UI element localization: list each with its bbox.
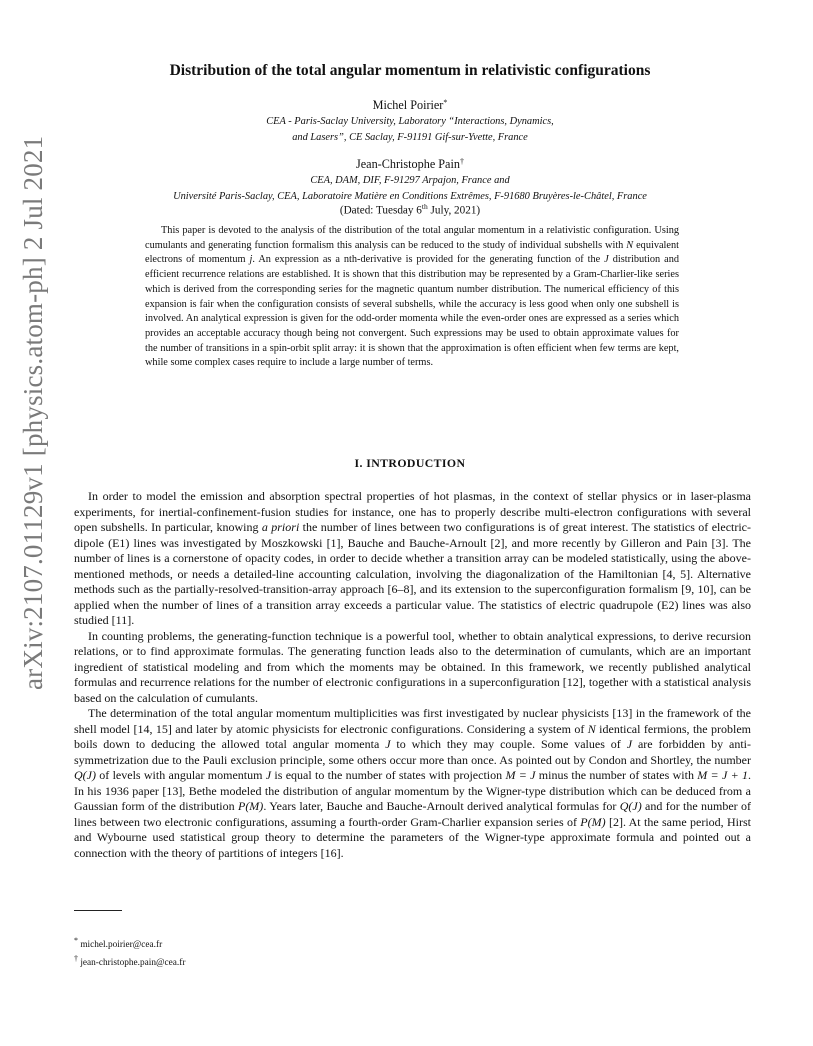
author-mark-2: † — [459, 157, 464, 166]
affiliation-line: CEA, DAM, DIF, F-91297 Arpajon, France and — [310, 175, 510, 186]
author-name-1: Michel Poirier* — [372, 98, 448, 112]
paragraph: In order to model the emission and absorption spectral properties of hot plasmas, in the context of stellar physics or in laser-plasma experiments, for inertial-confinement-fusion studies for instance, one has to properly describe multi-electron configurations with several open subshells. In particular, knowing a priori the number of lines between two configurations is of great interest. The statistics of electric-dipole (E1) lines was investigated by Moszkowski [1], Bauche and Bauche-Arnoult [2], and more recently by Gilleron and Pain [3]. The number of lines is a cornerstone of opacity codes, in order to decide whether a transition array can be modeled statistically, using the above-mentioned methods, or needs a detailed-line accounting calculation, involving the diagonalization of the Hamiltonian [4, 5]. Alternative methods such as the partially-resolved-transition-array approach [6–8], and its extension to the superconfiguration formalism [9, 10], can be applied when the number of lines of a transition array exceeds a particular value. The statistics of electric quadrupole (E2) lines was also studied [11]. — [74, 489, 752, 627]
author-name-2: Jean-Christophe Pain† — [356, 157, 464, 171]
paragraph: In counting problems, the generating-function technique is a powerful tool, whether to obtain analytical expressions, to derive recursion relations, or to find approximate formulas. The generating function leads also to the determination of cumulants, which are an important ingredient of statistical modeling and from which the moments may be obtained. In this framework, we recently published analytical formulas and recurrence relations for the number of electronic configurations in a superconfiguration [12], together with a statistical analysis based on the calculation of cumulants. — [74, 628, 751, 705]
abstract: This paper is devoted to the analysis of the distribution of the total angular momentum in a relativistic configuration. Using cumulants and generating function formalism this analysis can be reduced to the study of individual subshells with N equivalent electrons of momentum j. An expression as a nth-derivative is provided for the generating function of the J distribution and efficient recurrence relations are established. It is shown that this distribution may be represented by a Gram-Charlier-like series which is derived from the corresponding series for the magnetic quantum number distribution. The numerical efficiency of this expansion is fair when the configuration consists of several subshells, while the accuracy is less good when only one subshell is involved. An analytical expression is given for the odd-order momenta while the even-order ones are expressed as a series which provides an acceptable accuracy though being not convergent. Such expressions may be used to obtain approximate values for the number of transitions in a spin-orbit split array: it is shown that the approximation is often efficient when few terms are kept, while some complex cases require to include a large number of terms. — [145, 225, 679, 369]
affiliation-2 — [60, 173, 760, 205]
dated-line: (Dated: Tuesday 6th July, 2021) — [339, 202, 481, 217]
footnote-divider — [74, 910, 122, 911]
footnotes — [74, 934, 185, 970]
section-heading-introduction: I. INTRODUCTION — [354, 456, 466, 470]
affiliation-line: and Lasers”, CE Saclay, F-91191 Gif-sur-Yvette, France — [292, 132, 528, 143]
paper-title: Distribution of the total angular momentum in relativistic configurations — [169, 62, 651, 79]
footnote-email-link[interactable]: jean-christophe.pain@cea.fr — [80, 958, 186, 968]
affiliation-1 — [60, 114, 760, 146]
footnote-email-link[interactable]: michel.poirier@cea.fr — [80, 940, 163, 950]
affiliation-line: Université Paris-Saclay, CEA, Laboratoire Matière en Conditions Extrêmes, F-91680 Bruyères-le-Châtel, France — [173, 191, 647, 202]
footnote-item: * michel.poirier@cea.fr — [74, 936, 163, 950]
affiliation-line: CEA - Paris-Saclay University, Laboratory “Interactions, Dynamics, — [266, 116, 554, 127]
paragraph: The determination of the total angular momentum multiplicities was first investigated by nuclear physicists [13] in the framework of the shell model [14, 15] and later by atomic physicists for electronic configurations. Considering a system of N identical fermions, the problem boils down to deducing the allowed total angular momenta J to which they may couple. Some values of J are forbidden by anti-symmetrization due to the Pauli exclusion principle, some others occur more than once. As pointed out by Condon and Shortley, the number Q(J) of levels with angular momentum J is equal to the number of states with projection M = J minus the number of states with M = J + 1. In his 1936 paper [13], Bethe modeled the distribution of angular momentum by the Wigner-type distribution which can be deduced from a Gaussian form of the distribution P(M). Years later, Bauche and Bauche-Arnoult derived analytical formulas for Q(J) and for the number of lines between two electronic configurations, assuming a fourth-order Gram-Charlier expansion series of P(M) [2]. At the same period, Hirst and Wybourne used statistical group theory to determine the parameters of the Wigner-type approximate formula and pointed out a connection with the theory of partitions of integers [16]. — [74, 706, 752, 860]
arxiv-identifier-stamp: arXiv:2107.01129v1 [physics.atom-ph] 2 Jul 2021 — [18, 135, 48, 690]
introduction-body — [74, 489, 751, 861]
author-mark-1: * — [443, 98, 448, 107]
footnote-item: † jean-christophe.pain@cea.fr — [74, 954, 186, 968]
